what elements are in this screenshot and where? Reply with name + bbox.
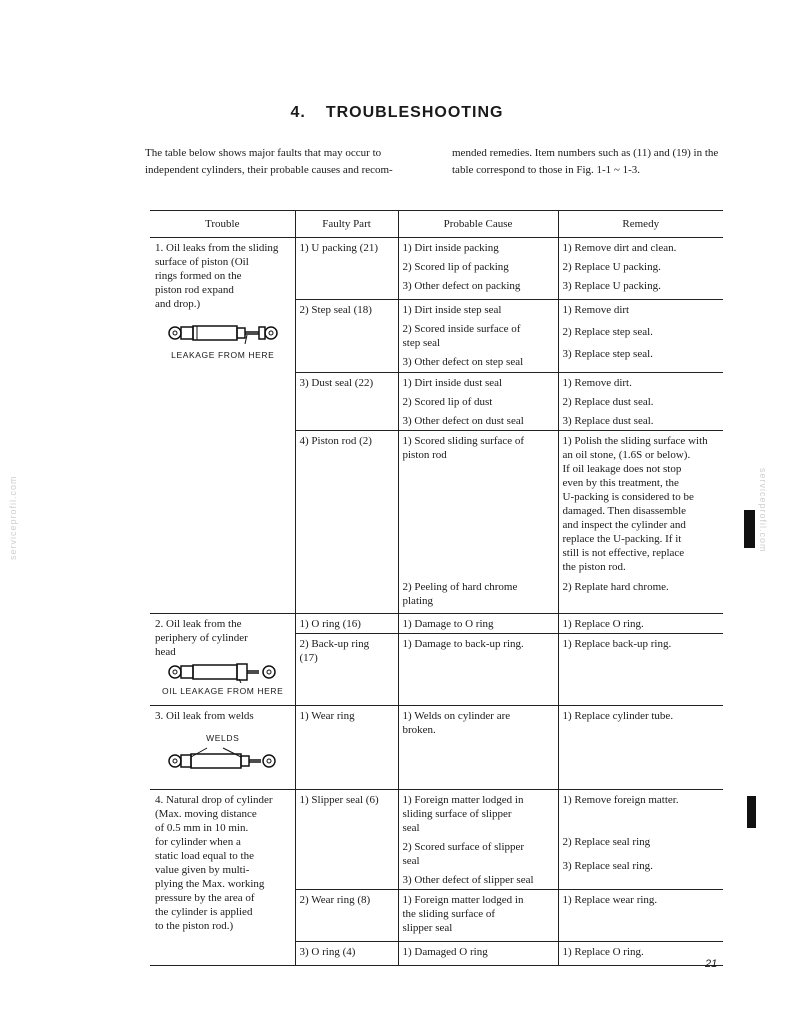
welds-diagram-icon: [167, 747, 279, 771]
table-row: [150, 706, 723, 790]
trouble-cell: [150, 790, 295, 966]
remedy-item: 1) Replace O ring.: [562, 618, 644, 630]
remedy-cell: [558, 614, 723, 634]
cause-item: 2) Scored inside surface of step seal: [402, 323, 521, 349]
faulty-part-cell: 2) Back-up ring (17): [295, 634, 398, 706]
cause-item: 3) Other defect on step seal: [402, 356, 524, 368]
leakage-label: LEAKAGE FROM HERE: [171, 350, 275, 360]
cause-cell: [398, 790, 558, 890]
trouble-text: 4. Natural drop of cylinder (Max. moving distance of 0.5 mm in 10 min. for cylinder when a static load equal to the value given by multi- plying the Max. working pressure by the area of the cylinder is applied to the piston rod.): [155, 794, 273, 932]
cause-item: 2) Scored lip of packing: [402, 261, 509, 273]
cause-item: 2) Peeling of hard chrome plating: [402, 581, 518, 607]
remedy-item: 3) Replace step seal.: [562, 348, 653, 360]
remedy-item: 2) Replace seal ring: [562, 836, 651, 848]
oil-leakage-label: OIL LEAKAGE FROM HERE: [162, 686, 284, 696]
table-row: [150, 790, 723, 890]
remedy-cell: [558, 373, 723, 431]
remedy-cell: [558, 238, 723, 300]
remedy-cell: [558, 634, 723, 706]
cause-item: 3) Other defect on dust seal: [402, 415, 524, 427]
cause-item: 1) Scored sliding surface of piston rod: [402, 435, 525, 461]
remedy-item: 2) Replace step seal.: [562, 326, 653, 338]
faulty-part-cell: 2) Wear ring (8): [295, 890, 398, 942]
table-row: [150, 238, 723, 300]
header-trouble: Trouble: [150, 211, 295, 238]
section-heading: TROUBLESHOOTING: [325, 104, 504, 121]
remedy-cell: [558, 706, 723, 790]
cause-cell: [398, 238, 558, 300]
cause-cell: [398, 373, 558, 431]
cause-cell: [398, 942, 558, 966]
remedy-item: 1) Replace back-up ring.: [562, 638, 672, 650]
table-header-row: [150, 211, 723, 238]
page-number: 21: [705, 958, 718, 970]
remedy-item: 1) Remove dirt.: [562, 377, 632, 389]
remedy-cell: [558, 890, 723, 942]
remedy-item: 2) Replace U packing.: [562, 261, 661, 273]
remedy-item: 1) Polish the sliding surface with an oil stone, (1.6S or below). If oil leakage does not stop even by this treatment, the U-packing is considered to be damaged. Then disassemble and inspect the cylinder and replace the U-packing. If it still is not effective, replace the piston rod.: [562, 435, 708, 573]
faulty-part-cell: 4) Piston rod (2): [295, 431, 398, 614]
welds-label: WELDS: [206, 733, 240, 743]
header-remedy: Remedy: [558, 211, 723, 238]
cause-cell: [398, 431, 558, 614]
cylinder-head-leak-figure: [155, 661, 291, 698]
cause-item: 1) Foreign matter lodged in the sliding surface of slipper seal: [402, 894, 524, 934]
section-tab-marker-small: [747, 796, 756, 828]
cause-item: 2) Scored surface of slipper seal: [402, 841, 525, 867]
trouble-cell: [150, 238, 295, 614]
section-number: 4.: [290, 104, 306, 121]
cause-item: 1) Dirt inside step seal: [402, 304, 502, 316]
intro-paragraph-left: The table below shows major faults that may occur to independent cylinders, their probable causes and recom-: [145, 147, 393, 176]
header-probable-cause: Probable Cause: [398, 211, 558, 238]
remedy-item: 1) Remove foreign matter.: [562, 794, 679, 806]
remedy-item: 2) Replace dust seal.: [562, 396, 654, 408]
remedy-item: 3) Replace seal ring.: [562, 860, 653, 872]
faulty-part-cell: 1) U packing (21): [295, 238, 398, 300]
remedy-item: 3) Replace U packing.: [562, 280, 661, 292]
cause-cell: [398, 634, 558, 706]
cause-item: 1) Foreign matter lodged in sliding surface of slipper seal: [402, 794, 524, 834]
trouble-text: 3. Oil leak from welds: [155, 710, 254, 722]
remedy-cell: [558, 300, 723, 373]
remedy-item: 3) Replace dust seal.: [562, 415, 654, 427]
remedy-cell: [558, 942, 723, 966]
cause-item: 1) Welds on cylinder are broken.: [402, 710, 511, 736]
section-title: [0, 104, 794, 122]
trouble-cell: [150, 614, 295, 706]
trouble-cell: [150, 706, 295, 790]
header-faulty-part: Faulty Part: [295, 211, 398, 238]
section-tab-marker: [744, 510, 755, 548]
remedy-item: 2) Replate hard chrome.: [562, 581, 669, 593]
cause-item: 1) Damage to O ring: [402, 618, 494, 630]
remedy-cell: [558, 431, 723, 614]
trouble-text: 2. Oil leak from the periphery of cylinder head: [155, 618, 248, 658]
remedy-item: 1) Replace cylinder tube.: [562, 710, 674, 722]
remedy-item: 1) Replace O ring.: [562, 946, 644, 958]
cause-cell: [398, 890, 558, 942]
remedy-item: 1) Remove dirt: [562, 304, 630, 316]
faulty-part-cell: 1) Wear ring: [295, 706, 398, 790]
remedy-item: 1) Remove dirt and clean.: [562, 242, 677, 254]
watermark-right: serviceprofil.com: [758, 468, 768, 553]
cylinder-head-diagram-icon: [167, 661, 279, 683]
welds-figure: [155, 747, 291, 771]
cause-cell: [398, 706, 558, 790]
cause-item: 1) Dirt inside dust seal: [402, 377, 503, 389]
cause-item: 1) Damage to back-up ring.: [402, 638, 524, 650]
cylinder-diagram-icon: [167, 321, 279, 345]
intro-paragraph-right: mended remedies. Item numbers such as (11) and (19) in the table correspond to those in Fig. 1-1 ~ 1-3.: [452, 147, 719, 176]
faulty-part-cell: 3) O ring (4): [295, 942, 398, 966]
troubleshooting-table: [150, 210, 723, 966]
trouble-text: 1. Oil leaks from the sliding surface of piston (Oil rings formed on the piston rod expand and drop.): [155, 242, 279, 310]
faulty-part-cell: 1) O ring (16): [295, 614, 398, 634]
cylinder-leak-figure: [155, 321, 291, 362]
cause-item: 2) Scored lip of dust: [402, 396, 493, 408]
remedy-cell: [558, 790, 723, 890]
remedy-item: 1) Replace wear ring.: [562, 894, 658, 906]
cause-cell: [398, 614, 558, 634]
faulty-part-cell: 2) Step seal (18): [295, 300, 398, 373]
cause-item: 1) Damaged O ring: [402, 946, 488, 958]
cause-item: 3) Other defect on packing: [402, 280, 521, 292]
table-row: [150, 614, 723, 634]
watermark-left: serviceprofil.com: [8, 475, 18, 560]
faulty-part-cell: 3) Dust seal (22): [295, 373, 398, 431]
cause-item: 1) Dirt inside packing: [402, 242, 499, 254]
faulty-part-cell: 1) Slipper seal (6): [295, 790, 398, 890]
cause-item: 3) Other defect of slipper seal: [402, 874, 534, 886]
cause-cell: [398, 300, 558, 373]
